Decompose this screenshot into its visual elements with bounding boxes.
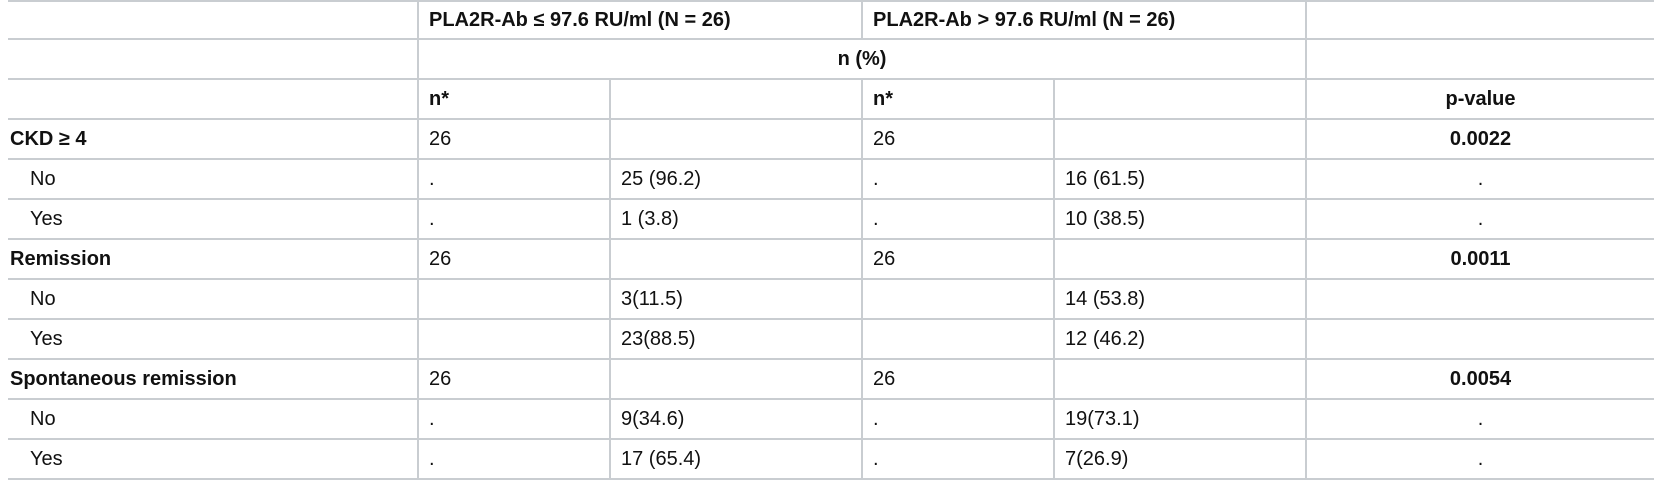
cell-v1	[610, 359, 862, 399]
row-label: Remission	[8, 239, 418, 279]
cell-v1: 3(11.5)	[610, 279, 862, 319]
header-empty-cell	[8, 79, 418, 119]
nstar1-header: n*	[418, 79, 610, 119]
cell-v2: 16 (61.5)	[1054, 159, 1306, 199]
cell-n2: .	[862, 399, 1054, 439]
cell-v1	[610, 119, 862, 159]
cell-v1: 17 (65.4)	[610, 439, 862, 479]
row-label: No	[8, 399, 418, 439]
cell-pvalue: .	[1306, 159, 1654, 199]
row-label: No	[8, 279, 418, 319]
cell-n1: 26	[418, 119, 610, 159]
table-row	[8, 199, 1654, 239]
table-row	[8, 119, 1654, 159]
cell-n2	[862, 319, 1054, 359]
header-empty-cell	[8, 39, 418, 79]
pvalue-header: p-value	[1306, 79, 1654, 119]
cell-n1	[418, 319, 610, 359]
table-row	[8, 359, 1654, 399]
cell-v2	[1054, 359, 1306, 399]
cell-n2: .	[862, 439, 1054, 479]
npct-header: n (%)	[418, 39, 1306, 79]
table-row	[8, 439, 1654, 479]
table-row	[8, 159, 1654, 199]
cell-pvalue: .	[1306, 439, 1654, 479]
cell-n2: .	[862, 159, 1054, 199]
header-empty-cell	[1306, 1, 1654, 39]
cell-v1: 1 (3.8)	[610, 199, 862, 239]
cell-v2: 14 (53.8)	[1054, 279, 1306, 319]
cell-v1: 9(34.6)	[610, 399, 862, 439]
cell-v1: 25 (96.2)	[610, 159, 862, 199]
group2-header: PLA2R-Ab > 97.6 RU/ml (N = 26)	[862, 1, 1306, 39]
header-empty-cell	[1054, 79, 1306, 119]
row-label: Spontaneous remission	[8, 359, 418, 399]
header-row-subcols	[8, 79, 1654, 119]
cell-n1: .	[418, 199, 610, 239]
table-row	[8, 399, 1654, 439]
table-row	[8, 279, 1654, 319]
header-empty-cell	[1306, 39, 1654, 79]
cell-n1: .	[418, 439, 610, 479]
cell-n1: .	[418, 399, 610, 439]
cell-pvalue: .	[1306, 399, 1654, 439]
header-row-npct	[8, 39, 1654, 79]
row-label: CKD ≥ 4	[8, 119, 418, 159]
cell-n1	[418, 279, 610, 319]
cell-pvalue: 0.0022	[1306, 119, 1654, 159]
cell-v2	[1054, 119, 1306, 159]
row-label: No	[8, 159, 418, 199]
cell-n2	[862, 279, 1054, 319]
cell-v2: 7(26.9)	[1054, 439, 1306, 479]
nstar2-header: n*	[862, 79, 1054, 119]
row-label: Yes	[8, 319, 418, 359]
cell-pvalue: 0.0054	[1306, 359, 1654, 399]
cell-pvalue: 0.0011	[1306, 239, 1654, 279]
table-row	[8, 239, 1654, 279]
data-table	[8, 0, 1654, 480]
cell-pvalue	[1306, 279, 1654, 319]
cell-v2: 19(73.1)	[1054, 399, 1306, 439]
row-label: Yes	[8, 439, 418, 479]
row-label: Yes	[8, 199, 418, 239]
cell-n2: 26	[862, 359, 1054, 399]
cell-v1	[610, 239, 862, 279]
cell-v1: 23(88.5)	[610, 319, 862, 359]
table-row	[8, 319, 1654, 359]
cell-n1: 26	[418, 239, 610, 279]
group1-header: PLA2R-Ab ≤ 97.6 RU/ml (N = 26)	[418, 1, 862, 39]
cell-n1: .	[418, 159, 610, 199]
cell-v2: 12 (46.2)	[1054, 319, 1306, 359]
cell-pvalue	[1306, 319, 1654, 359]
header-row-groups	[8, 1, 1654, 39]
header-empty-cell	[610, 79, 862, 119]
cell-n2: 26	[862, 239, 1054, 279]
header-empty-cell	[8, 1, 418, 39]
cell-n2: 26	[862, 119, 1054, 159]
cell-v2: 10 (38.5)	[1054, 199, 1306, 239]
cell-n2: .	[862, 199, 1054, 239]
cell-n1: 26	[418, 359, 610, 399]
cell-pvalue: .	[1306, 199, 1654, 239]
cell-v2	[1054, 239, 1306, 279]
